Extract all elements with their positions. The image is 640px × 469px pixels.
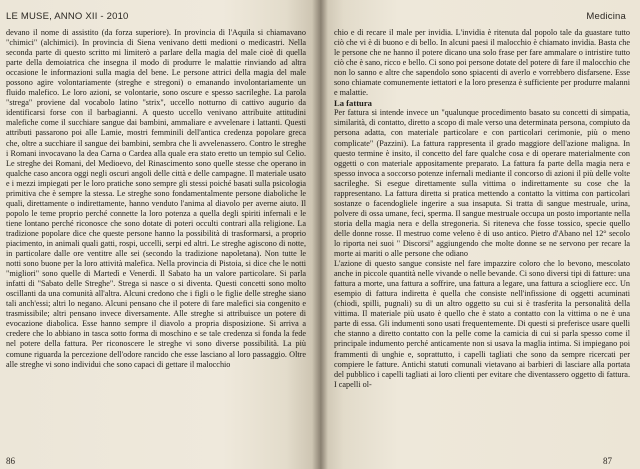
body-paragraph: Per fattura si intende invece un "qualunque procedimento basato su concetti di simpatia, similarità, di contatto, diretto a scopo di male verso una determinata persona, compiuto da persona adatta, con materiale particolare e con particolari cerimonie, più o meno complicate" (Pazzini). La fattura rappresenta il grado maggiore dell'azione maligna. In questo termine è insito, il concetto del fare qualche cosa e di operare materialmente con oggetti o con materiale appositamente preparato. La fattura fa parte della magia nera e spesso invoca a soccorso potenze infernali mediante il concorso di azioni il più delle volte sacrileghe. Si esegue direttamente sulla vittima o indirettamente su cose che la rappresentano. La fattura diretta si pratica mettendo a contatto la vittima con particolari sostanze o facendogliele ingerire a sua insaputa. Si tratta di sangue mestruale, urina, polvere di ossa umane, feci, sperma. Il sangue mestruale occupa un posto importante nella storia della magia nera e della stregoneria. Si riteneva che fosse tossico, specie quello delle donne rosse. Il mestruo come veleno è di uso antico. Pietro d'Abano nel 12° secolo lo riporta nei suoi " Discorsi" aggiungendo che molte donne se ne servono per recare la morte ai mariti o alle persone che odiano (334, 108, 630, 259)
page-number-left: 86 (6, 456, 15, 466)
body-paragraph: L'azione di questo sangue consiste nel fare impazzire coloro che lo bevono, mescolato anche in piccole quantità nelle vivande o nelle bevande. Ci sono diversi tipi di fatture: una fattura a morte, una fattura a soffrire, una fattura a legare, una fattura a sciogliere ecc. Un esempio di fattura indiretta è quella che consiste nell'infissione di oggetti acuminati (chiodi, spilli, pugnali) su di un altro oggetto su cui si è trasferita la personalità della vittima. Il materiale più usato è quello che è stato a contatto con la vittima o ne è una parte di essa. Gli indumenti sono usati frequentemente. Di questi si preferisce usare quelli che stanno a diretto contatto con la pelle come la camicia di cui si parla spesso come il principale indumento perché anticamente non si usava la maglia intima. Si impiegano poi frammenti di unghie e, soprattutto, i capelli tagliati che sono da sempre ricercati per compiere le fatture. Antichi statuti comunali vietavano ai barbieri di lasciare alla portata del pubblico i capelli tagliati ai loro clienti per evitare che diventassero oggetto di fattura. I capelli ol- (334, 259, 630, 389)
left-page-body (6, 28, 306, 370)
intro-paragraph: chio e di recare il male per invidia. L'invidia è ritenuta dal popolo tale da guastare tutto ciò che vi è di buono e di bello. In alcuni paesi il malocchio è chiamato invidia. Basta che le persone che ne hanno il potere dicano una solo frase per fare ammalare o intristire tutto ciò che è sano, ricco e bello. Ci sono poi persone dotate del potere di fare il malocchio che non lo sanno e altre che sapendolo sono spiacenti di averlo e vorrebbero disfarsene. Esse sono chiamate comunemente iettatori e la loro presenza è sufficiente per produrre malanni e malattie. (334, 28, 631, 98)
left-page (0, 0, 318, 469)
page-number-right: 87 (603, 456, 612, 466)
body-paragraph: devano il nome di assistito (da forza superiore). In provincia di l'Aquila si chiamavano "chimici" (alchimici). In provincia di Siena venivano detti medioni o medicastri. Nella seconda parte di questo scritto mi limiterò a parlare della magia del male cioè di quella parte della demoiatrica che insegna il modo di produrre le malattie rinviando ad altra occasione le informazioni sulla magia del bene. Le persone attrici della magia del male possono agire volontariamente (streghe e stregoni) o emanando involontariamente un fluido malefico. Le loro azioni, se volontarie, sono oscure e spesso sacrileghe. La parola "strega" proviene dal vocabolo latino "strix", uccello notturno di cattivo augurio da identificarsi forse con il barbagianni. A questo uccello venivano attribuite attitudini malefiche come il succhiare sangue dai bambini, ammaliare e avvelenare i lattanti. Questi attributi passarono poi alle Lamie, mostri femminili dell'antica credenza popolare greca che, oltre a succhiare il sangue dei bambini, sembra che li avvelenassero. Contro le streghe i Romani invocavano la dea Carna o Cardea alla quale era stato eretto un tempio sul Celio. Le streghe dei Romani, del Medioevo, del Rinascimento sono quelle stesse che operano in qualche caso ancora oggi negli oscuri angoli delle città e delle campagne. Il materiale usato e i mezzi impiegati per le loro pratiche sono sempre gli stessi poiché basati sulla psicologia primitiva che è sempre la stessa. Le streghe sono fondamentalmente persone diaboliche le quali, direttamente o indirettamente, hanno venduto l'anima al diavolo per averne aiuto. Il popolo le teme proprio perché connette la loro potenza a quella degli spiriti infernali e le tiene lontano perché riconosce che sono dotate di poteri occulti contrari alla religione. La tradizione popolare dice che queste persone hanno la possibilità di trasformarsi, a proprio piacimento, in animali quali gatti, rospi, uccelli, serpi ed altri. Le streghe agiscono di notte, in particolare dalle ore ventitre alle sei (secondo la tradizione napoletana). Non tutte le notti sono buone per la loro attività malefica. Nella provincia di Pistoia, si dice che le notti "migliori" sono quelle di Martedì e Venerdì. Il Sabato ha un valore particolare. Si parla infatti di "Sabato delle Streghe". Strega si nasce o si diventa. Questi concetti sono molto oscillanti da una comunità all'altra. Alcuni credono che i figli o le figlie delle streghe siano tali anch'essi; altri lo negano. Alcuni pensano che il potere di fare malefici sia congenito e trasmissibile; altri pensano invece diversamente. Alle streghe si attribuisce un potere di evocazione diabolica. Esse hanno sempre il diavolo a propria disposizione. Si arriva a credere che lo abbiano in tasca sotto forma di moschino e se tale credenza si fonda la fede nel potere della fattura. Per riconoscere le streghe vi sono diverse possibilità. La più comune riguarda la percezione dell'odore rancido che esse lasciano al loro passaggio. Oltre alle streghe vi sono individui che sono capaci di gettare il malocchio (6, 28, 306, 369)
right-page-body (334, 28, 630, 390)
running-head-left: LE MUSE, ANNO XII - 2010 (6, 11, 129, 22)
right-page (318, 0, 640, 469)
running-head-right: Medicina (586, 11, 626, 22)
section-heading: La fattura (334, 98, 372, 109)
